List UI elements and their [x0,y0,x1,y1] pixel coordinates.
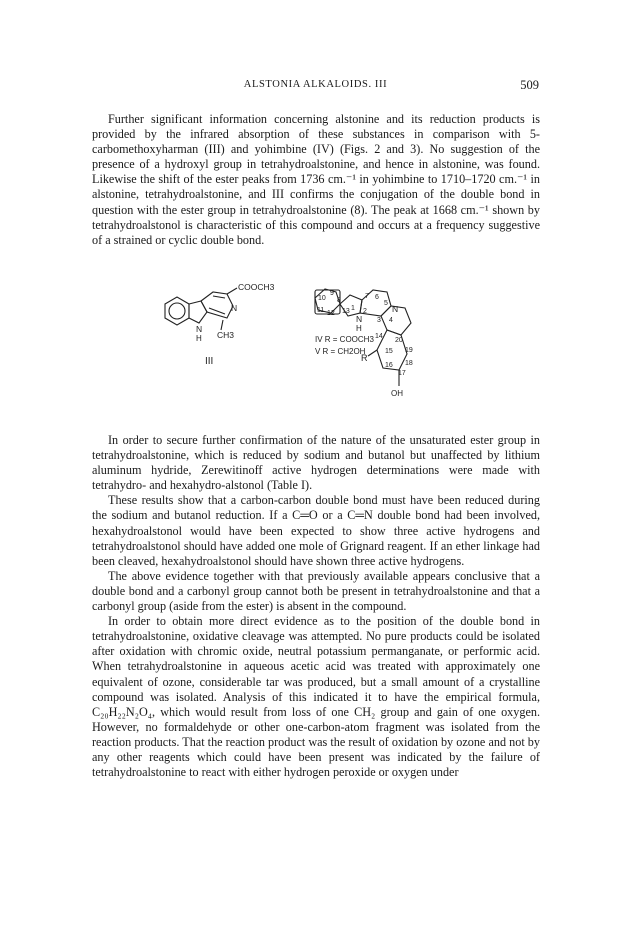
atom-number: 7 [365,293,369,300]
atom-number: 12 [327,310,335,317]
methyl-label: CH3 [217,330,235,340]
atom-number: 3 [377,317,381,324]
atom-number: 20 [395,337,403,344]
paragraph: In order to obtain more direct evidence as to the position of the double bond in tetrahydroalstonine, oxidative cleavage was attempted. No pure products could be isolated after oxidation with chromic oxide, neutral potassium permanganate, or performic acid. When tetrahydroalstonine in aqueous acetic acid was treated with approximately one equivalent of ozone, considerable tar was produced, but a small amount of a crystalline compound was isolated. Analysis of this indicated it to have the empirical formula, C₂₀H₂₂N₂O₄, which would result from loss of one CH₂ group and gain of one oxygen. However, no formaldehyde or other one-carbon-atom fragment was isolated from the reaction products. That the reaction product was the result of oxidation by ozone and not by any other reagents which could have been present was indicated by the failure of tetrahydroalstonine to react with either hydrogen peroxide or oxygen under [92,614,540,780]
indole-h-label: H [356,324,362,333]
atom-number: 16 [385,362,393,369]
aromatic-circle [169,303,185,319]
legend-iv: IV R = COOCH3 [315,335,374,344]
atom-number: 9 [330,290,334,297]
atom-number: 18 [405,360,413,367]
atom-number: 13 [342,308,350,315]
r-group-label: R [361,353,368,363]
atom-number: 14 [375,333,383,340]
atom-number: 15 [385,348,393,355]
atom-number: 11 [317,307,325,314]
page-header [92,78,539,94]
compound-label-iii: III [205,356,214,367]
atom-number: 5 [384,300,388,307]
atom-number: 19 [405,347,413,354]
paragraph: Further significant information concerning alstonine and its reduction products is provided by the infrared absorption of these substances in comparison with 5-carbomethoxyharman (III) and yohimbine (IV) (Figs. 2 and 3). No suggestion of the presence of a hydroxyl group in tetrahydroalstonine, and hence in alstonine, was found. Likewise the shift of the ester peaks from 1736 cm.⁻¹ in yohimbine to 1710–1720 cm.⁻¹ in alstonine, tetrahydroalstonine, and III confirms the conjugation of the double bond in question with the ester group in tetrahydroalstonine (8). The peak at 1668 cm.⁻¹ shown by tetrahydroalstonol is characteristic of this compound and occurs at a frequency suggestive of a strained or cyclic double bond. [92,112,540,247]
structure-figure [155,268,475,406]
substituent-label: COOCH3 [238,282,275,292]
hydroxyl-label: OH [391,389,403,398]
running-title: ALSTONIA ALKALOIDS. III [243,79,388,90]
paragraph: The above evidence together with that previously available appears conclusive that a double bond and a carbonyl group cannot both be present in tetrahydroalstonine and that a carbonyl group (aside from the ester) is absent in the compound. [92,568,540,614]
ring-n-label: N [231,303,238,313]
legend-v: V R = CH2OH [315,347,366,356]
atom-number: 2 [363,308,367,315]
body-text-bottom [92,433,540,780]
atom-number: 8 [337,297,341,304]
page-number: 509 [520,78,539,92]
atom-number: 6 [375,294,379,301]
body-text-top [92,112,540,248]
basic-n-label: N [392,304,399,314]
paragraph: These results show that a carbon-carbon double bond must have been reduced during the sodium and butanol reduction. If a C═O or a C═N double bond had been involved, hexahydroalstonol would have been expected to show three active hydrogens and tetrahydroalstonol should have added one mole of Grignard reagent. If an ether linkage had been cleaved, hexahydroalstonol should have shown three active hydrogens. [92,493,540,568]
atom-number: 4 [389,317,393,324]
nh-n-label: N [196,324,203,334]
chemical-structures [155,268,475,406]
atom-number: 17 [398,370,406,377]
paragraph: In order to secure further confirmation of the nature of the unsaturated ester group in tetrahydroalstonine, which is reduced by sodium and butanol but unaffected by lithium aluminum hydride, Zerewitinoff active hydrogen determinations were made with tetrahydro- and hexahydro-alstonol (Table I). [92,433,540,493]
atom-number: 10 [318,295,326,302]
nh-h-label: H [196,334,202,343]
indole-n-label: N [356,314,363,324]
atom-number: 1 [351,305,355,312]
pyrrole-ring-iii [189,301,207,323]
